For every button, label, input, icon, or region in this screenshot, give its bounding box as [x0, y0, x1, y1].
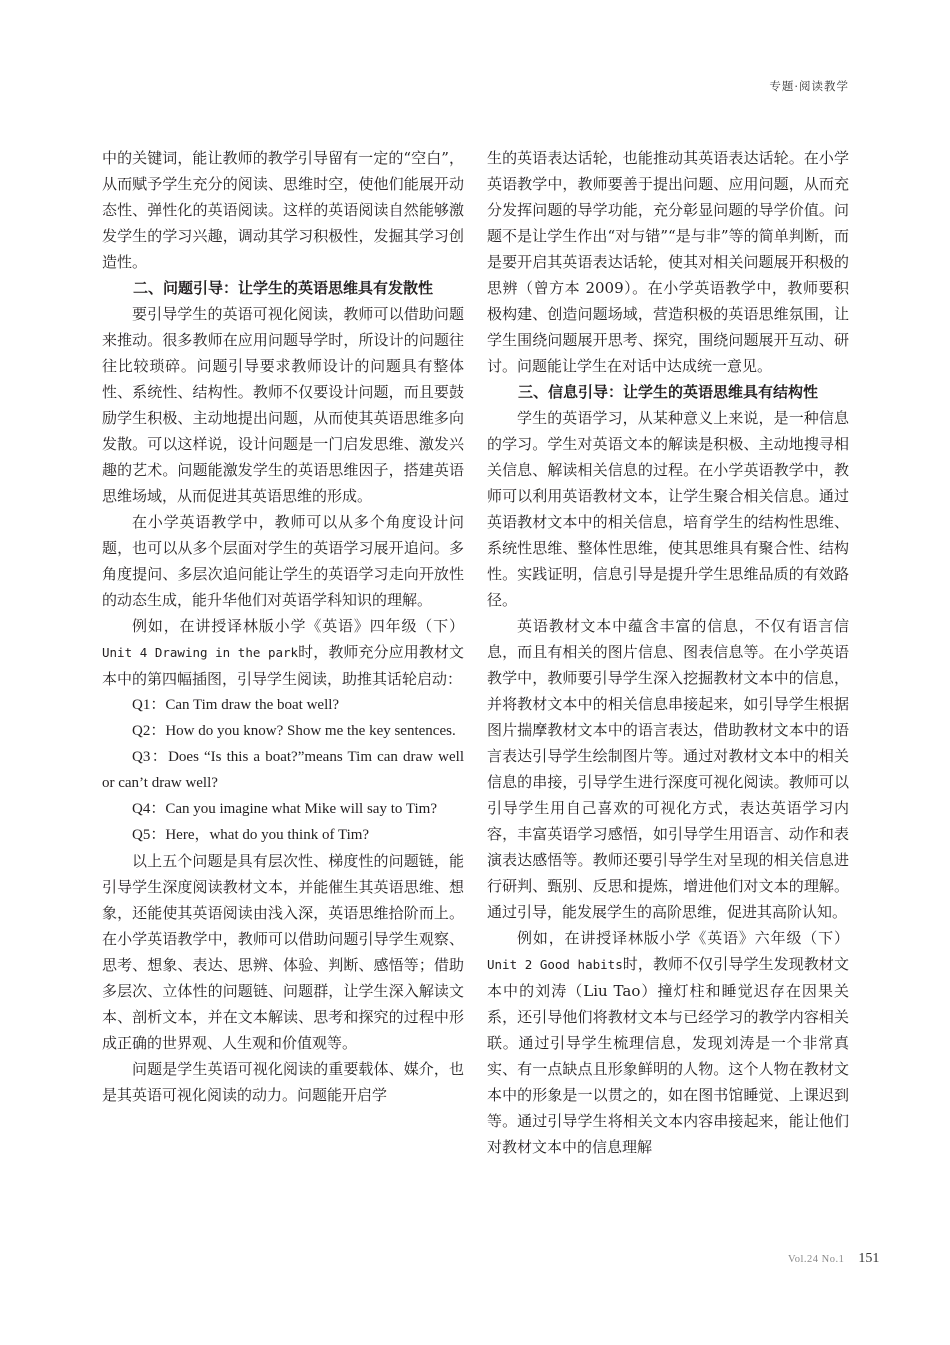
paragraph: 以上五个问题是具有层次性、梯度性的问题链，能引导学生深度阅读教材文本，并能催生其英语思维、想象，还能使其英语阅读由浅入深，英语思维拾阶而上。在小学英语教学中，教师可以借助问题引导学生观察、思考、想象、表达、思辨、体验、判断、感悟等；借助多层次、立体性的问题链、问题群，让学生深入解读文本、剖析文本，并在文本解读、思考和探究的过程中形成正确的世界观、人生观和价值观等。 — [102, 852, 464, 1052]
paragraph — [487, 925, 849, 1160]
text-run: 时，教师不仅引导学生发现教材文本中的刘涛（Liu Tao）撞灯柱和睡觉迟存在因果关系，还引导他们将教材文本与已经学习的教学内容相关联。通过引导学生梳理信息，发现刘涛是一个非常真实、有一点缺点且形象鲜明的人物。这个人物在教材文本中的形象是一以贯之的，如在图书馆睡觉、上课迟到等。通过引导学生将相关文本内容串接起来，能让他们对教材文本中的信息理解 — [487, 955, 849, 1156]
section-heading: 二、问题引导：让学生的英语思维具有发散性 — [132, 279, 433, 297]
text-run: 时，教师充分应用教材文本中的第四幅插图，引导学生阅读，助推其话轮启动： — [102, 643, 464, 688]
question-line: Q3：Does “Is this a boat?”means Tim can draw well or can’t draw well? — [102, 749, 464, 791]
unit-title: Unit 2 Good habits — [487, 957, 623, 972]
right-column — [487, 145, 849, 1160]
question-line: Q5：Here，what do you think of Tim? — [132, 827, 370, 843]
page-footer — [788, 1251, 879, 1267]
unit-title: Unit 4 Drawing in the park — [102, 645, 299, 660]
paragraph: 生的英语表达话轮，也能推动其英语表达话轮。在小学英语教学中，教师要善于提出问题、应用问题，从而充分发挥问题的导学功能，充分彰显问题的导学价值。问题不是让学生作出“对与错”“是与非”等的简单判断，而是要开启其英语表达话轮，使其对相关问题展开积极的思辨（曾方本 2009）。在小学英语教学中，教师要积极构建、创造问题场域，营造积极的英语思维氛围，让学生围绕问题展开思考、探究，围绕问题展开互动、研讨。问题能让学生在对话中达成统一意见。 — [487, 149, 849, 375]
left-column — [102, 145, 464, 1108]
paragraph: 问题是学生英语可视化阅读的重要载体、媒介，也是其英语可视化阅读的动力。问题能开启学 — [102, 1060, 464, 1104]
paragraph: 要引导学生的英语可视化阅读，教师可以借助问题来推动。很多教师在应用问题导学时，所设计的问题往往比较琐碎。问题引导要求教师设计的问题具有整体性、系统性、结构性。教师不仅要设计问题，而且要鼓励学生积极、主动地提出问题，从而使其英语思维多向发散。可以这样说，设计问题是一门启发思维、激发兴趣的艺术。问题能激发学生的英语思维因子，搭建英语思维场域，从而促进其英语思维的形成。 — [102, 305, 464, 505]
paragraph: 在小学英语教学中，教师可以从多个角度设计问题，也可以从多个层面对学生的英语学习展开追问。多角度提问、多层次追问能让学生的英语学习走向开放性的动态生成，能升华他们对英语学科知识的理解。 — [102, 513, 464, 609]
question-line: Q4：Can you imagine what Mike will say to Tim? — [132, 801, 437, 817]
paragraph: 学生的英语学习，从某种意义上来说，是一种信息的学习。学生对英语文本的解读是积极、主动地搜寻相关信息、解读相关信息的过程。在小学英语教学中，教师可以利用英语教材文本，让学生聚合相关信息。通过英语教材文本中的相关信息，培育学生的结构性思维、系统性思维、整体性思维，使其思维具有聚合性、结构性。实践证明，信息引导是提升学生思维品质的有效路径。 — [487, 409, 849, 609]
running-header: 专题·阅读教学 — [769, 79, 849, 93]
text-run: 例如，在讲授译林版小学《英语》四年级（下） — [132, 617, 464, 635]
text-run: 例如，在讲授译林版小学《英语》六年级（下） — [517, 929, 849, 947]
question-line: Q2：How do you know? Show me the key sentences. — [132, 723, 456, 739]
paragraph: 中的关键词，能让教师的教学引导留有一定的“空白”，从而赋予学生充分的阅读、思维时空，使他们能展开动态性、弹性化的英语阅读。这样的英语阅读自然能够激发学生的学习兴趣，调动其学习积极性，发掘其学习创造性。 — [102, 149, 464, 271]
volume-label: Vol.24 No.1 — [788, 1254, 845, 1265]
paragraph: 英语教材文本中蕴含丰富的信息，不仅有语言信息，而且有相关的图片信息、图表信息等。在小学英语教学中，教师要引导学生深入挖掘教材文本中的信息，并将教材文本中的相关信息串接起来，如引导学生根据图片揣摩教材文本中的语言表达，借助教材文本中的语言表达引导学生绘制图片等。通过对教材文本中的相关信息的串接，引导学生进行深度可视化阅读。教师可以引导学生用自己喜欢的可视化方式，表达英语学习内容，丰富英语学习感悟，如引导学生用语言、动作和表演表达感悟等。教师还要引导学生对呈现的相关信息进行研判、甄别、反思和提炼，增进他们对文本的理解。通过引导，能发展学生的高阶思维，促进其高阶认知。 — [487, 617, 849, 921]
paragraph — [102, 613, 464, 692]
question-line: Q1：Can Tim draw the boat well? — [132, 697, 340, 713]
section-heading: 三、信息引导：让学生的英语思维具有结构性 — [517, 383, 818, 401]
page-number: 151 — [858, 1251, 880, 1266]
